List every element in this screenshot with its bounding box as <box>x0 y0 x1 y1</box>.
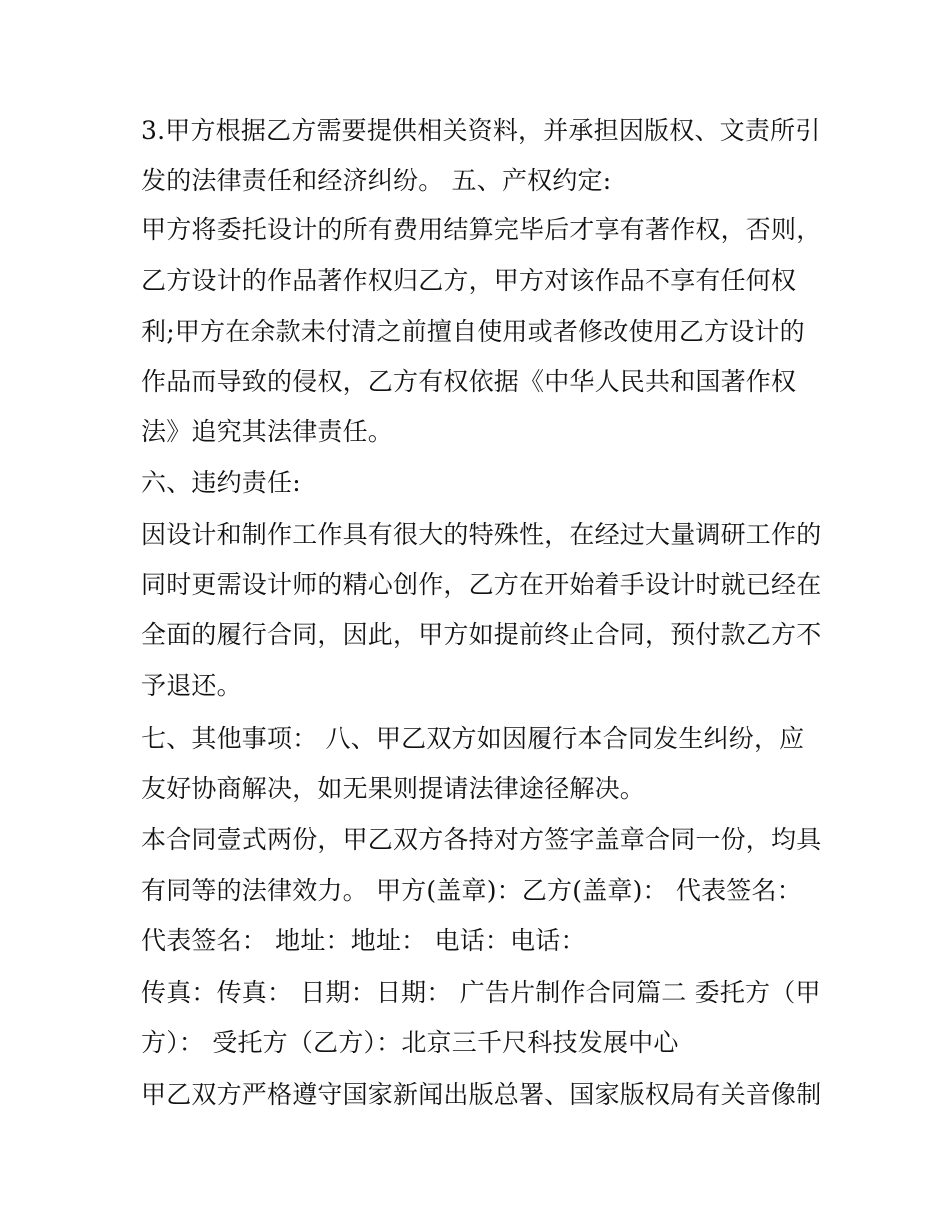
text-line: 利;甲方在余款未付清之前擅自使用或者修改使用乙方设计的 <box>141 317 805 346</box>
text-line: 同时更需设计师的精心创作，乙方在开始着手设计时就已经在 <box>141 570 822 599</box>
text-line: 发的法律责任和经济纠纷。 五、产权约定: <box>141 166 612 195</box>
text-line: 友好协商解决，如无果则提请法律途径解决。 <box>141 774 646 803</box>
text-line: 乙方设计的作品著作权归乙方，甲方对该作品不享有任何权 <box>141 266 797 295</box>
text-line: 3.甲方根据乙方需要提供相关资料，并承担因版权、文责所引 <box>141 116 821 145</box>
text-line: 有同等的法律效力。 甲方(盖章)：乙方(盖章)： 代表签名： <box>141 876 802 905</box>
text-line: 代表签名： 地址：地址： 电话：电话： <box>141 926 586 955</box>
text-line: 传真：传真： 日期：日期： 广告片制作合同篇二 委托方（甲 <box>141 978 821 1007</box>
text-line: 予退还。 <box>141 671 242 700</box>
text-line: 全面的履行合同，因此，甲方如提前终止合同，预付款乙方不 <box>141 620 822 649</box>
text-line: 法》追究其法律责任。 <box>141 417 394 446</box>
text-line: 方）： 受托方（乙方）：北京三千尺科技发展中心 <box>141 1028 679 1057</box>
text-line: 因设计和制作工作具有很大的特殊性，在经过大量调研工作的 <box>141 520 822 549</box>
text-line: 甲乙双方严格遵守国家新闻出版总署、国家版权局有关音像制 <box>141 1080 822 1109</box>
text-line: 本合同壹式两份，甲乙双方各持对方签字盖章合同一份，均具 <box>141 825 822 854</box>
text-line: 作品而导致的侵权，乙方有权依据《中华人民共和国著作权 <box>141 367 797 396</box>
text-line: 甲方将委托设计的所有费用结算完毕后才享有著作权，否则， <box>141 215 822 244</box>
text-line: 七、其他事项： 八、甲乙双方如因履行本合同发生纠纷，应 <box>141 724 805 753</box>
section-heading: 六、违约责任: <box>141 468 301 497</box>
